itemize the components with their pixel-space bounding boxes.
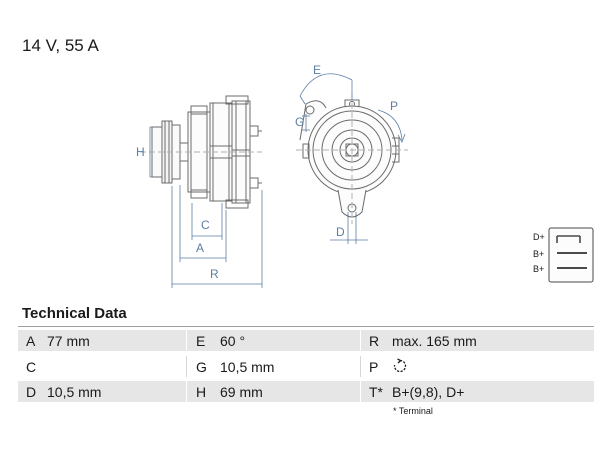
spec-value: B+(9,8), D+ — [392, 384, 465, 400]
dim-label-e: E — [313, 63, 322, 77]
dim-label-g: G — [295, 115, 305, 129]
dim-label-h: H — [136, 145, 145, 159]
spec-key: R — [369, 333, 380, 349]
spec-key: D — [26, 384, 37, 400]
terminal-label-d-plus: D+ — [533, 232, 545, 242]
dim-label-p: P — [390, 99, 399, 113]
dim-label-c: C — [201, 218, 210, 232]
terminal-label-b-plus-1: B+ — [533, 249, 545, 259]
terminal-footnote: * Terminal — [393, 406, 433, 416]
column-divider — [186, 330, 187, 351]
spec-key: H — [196, 384, 207, 400]
spec-value: max. 165 mm — [392, 333, 477, 349]
spec-value: 10,5 mm — [47, 384, 102, 400]
column-divider — [360, 381, 361, 402]
table-row — [18, 330, 594, 351]
column-divider — [186, 381, 187, 402]
column-divider — [360, 356, 361, 377]
front-view — [296, 94, 408, 224]
dim-label-d: D — [336, 225, 345, 239]
spec-key: G — [196, 359, 207, 375]
dim-label-a: A — [196, 241, 205, 255]
terminal-label-b-plus-2: B+ — [533, 264, 545, 274]
table-row — [18, 356, 594, 377]
spec-value: 60 ° — [220, 333, 246, 349]
table-row — [18, 381, 594, 402]
clockwise-rotation-icon — [392, 358, 408, 377]
spec-value: 10,5 mm — [220, 359, 275, 375]
product-headline: 14 V, 55 A — [22, 36, 99, 55]
column-divider — [360, 330, 361, 351]
spec-key: P — [369, 359, 379, 375]
spec-key: T* — [369, 384, 383, 400]
spec-value: 69 mm — [220, 384, 263, 400]
side-view — [140, 96, 262, 208]
dim-label-r: R — [210, 267, 219, 281]
spec-key: C — [26, 359, 37, 375]
spec-value: 77 mm — [47, 333, 90, 349]
spec-key: E — [196, 333, 206, 349]
table-top-rule — [18, 326, 594, 327]
terminal-plug — [549, 228, 593, 282]
column-divider — [186, 356, 187, 377]
spec-key: A — [26, 333, 36, 349]
technical-data-title: Technical Data — [22, 305, 127, 322]
